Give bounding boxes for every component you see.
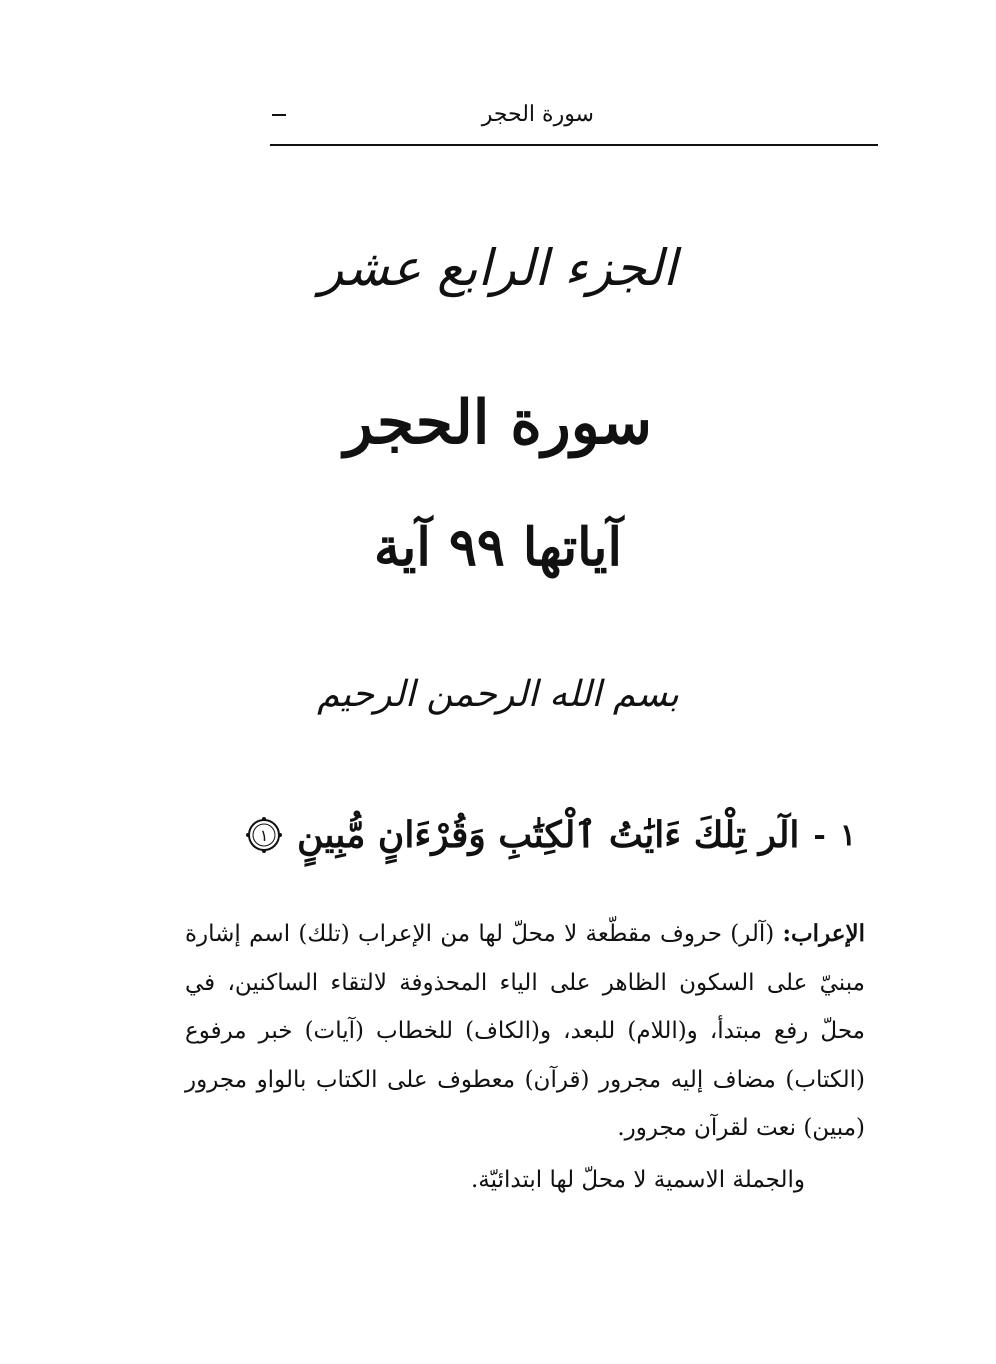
header-rule xyxy=(270,144,878,146)
verse-end-number: ١ xyxy=(259,826,269,845)
verse-dash: - xyxy=(813,817,826,853)
verse-line xyxy=(259,800,856,870)
verse-count: آياتها ٩٩ آية xyxy=(374,517,622,578)
conclusion-paragraph: والجملة الاسمية لا محلّ لها ابتدائيّة. xyxy=(471,1167,805,1193)
irab-paragraph xyxy=(185,910,865,1153)
irab-label: الإعراب: xyxy=(782,920,865,947)
basmala: بسم الله الرحمن الرحيم xyxy=(317,674,679,715)
verse-end-ornament-icon xyxy=(245,816,283,854)
surah-title: سورة الحجر xyxy=(343,388,653,458)
verse-text: الٓر تِلْكَ ءَايَٰتُ ٱلْكِتَٰبِ وَقُرْءَانٍ مُّبِينٍ xyxy=(296,814,800,856)
header-dash xyxy=(272,114,286,116)
verse-number: ١ xyxy=(839,817,856,853)
irab-text: (آلر) حروف مقطّعة لا محلّ لها من الإعراب (تلك) اسم إشارة مبنيّ على السكون الظاهر على الياء المحذوفة لالتقاء الساكنين، في محلّ رفع مبتدأ، و(اللام) للبعد، و(الكاف) للخطاب (آيات) خبر مرفوع (الكتاب) مضاف إليه مجرور (قرآن) معطوف على الكتاب بالواو مجرور (مبين) نعت لقرآن مجرور. xyxy=(185,921,865,1141)
running-title: سورة الحجر xyxy=(481,102,594,127)
running-header xyxy=(270,100,878,146)
part-title: الجزء الرابع عشر xyxy=(319,239,677,297)
